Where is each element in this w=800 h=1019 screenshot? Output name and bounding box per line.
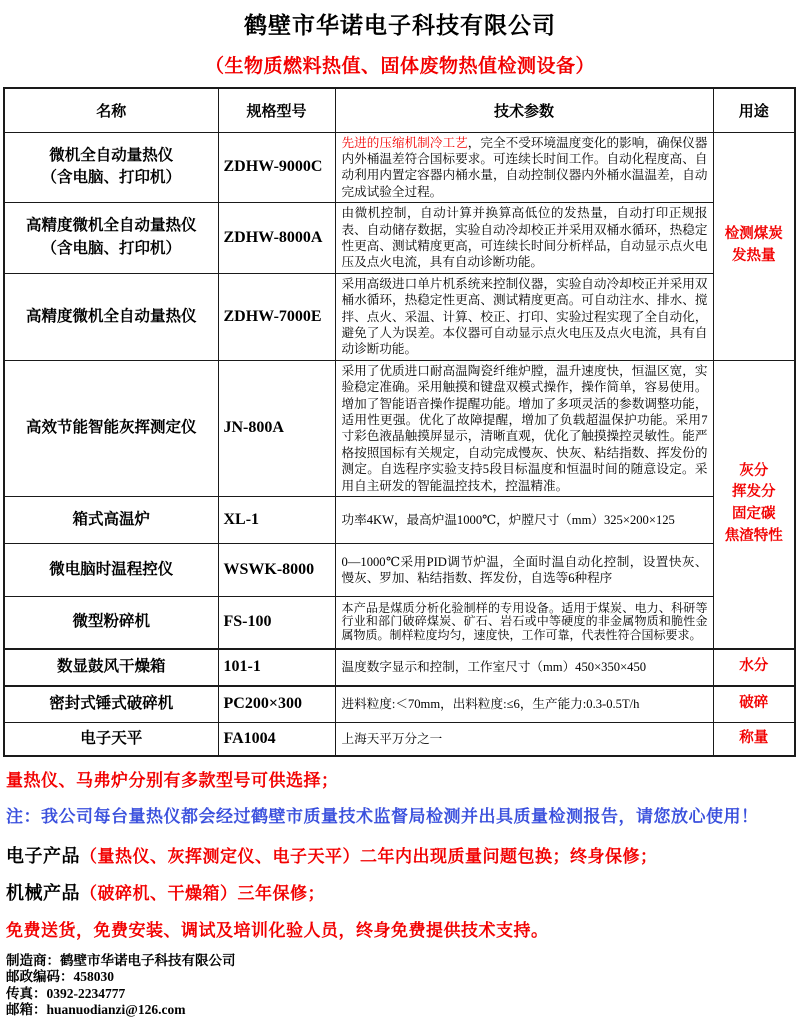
- table-row: [4, 649, 795, 686]
- product-name: 高效节能智能灰挥测定仪: [25, 419, 197, 437]
- params-cell: [335, 497, 713, 544]
- table-row: [4, 723, 795, 756]
- contact-section: [6, 953, 800, 1019]
- column-header-usage: 用途: [713, 88, 795, 132]
- product-name-line2: （含电脑、打印机）: [41, 169, 181, 187]
- usage-line: 挥发分: [732, 484, 776, 501]
- name-cell: [4, 597, 218, 649]
- name-cell: [4, 723, 218, 756]
- params-text: 0—1000℃采用PID调节炉温，全面时温自动化控制，设置快灰、慢灰、罗加、粘结指数、挥发份，自选等6种程序: [341, 554, 708, 586]
- usage-line: 检测煤炭: [724, 226, 783, 243]
- name-cell: [4, 360, 218, 496]
- model-cell: JN-800A: [218, 360, 335, 496]
- params-cell: [335, 649, 713, 686]
- product-name: 高精度微机全自动量热仪: [25, 217, 197, 235]
- usage-cell-moisture: 水分: [713, 649, 795, 686]
- product-name: 微型粉碎机: [72, 613, 150, 631]
- name-cell: [4, 203, 218, 274]
- name-cell: [4, 649, 218, 686]
- column-header-params: 技术参数: [335, 88, 713, 132]
- product-name: 电子天平: [80, 729, 143, 747]
- product-name: 数显鼓风干燥箱: [56, 657, 166, 675]
- table-row: [4, 360, 795, 496]
- usage-cell-crush: 破碎: [713, 686, 795, 723]
- params-cell: [335, 723, 713, 756]
- params-text: 采用高级进口单片机系统来控制仪器，实验自动冷却校正并采用双桶水循环，热稳定性更高、测试精度更高。可自动注水、排水、搅拌、点火、采温、计算、校正、打印、实验过程实现了全自动化，避免了人为误差。本仪器可自动显示点火电压及点火电流，具有自动诊断功能。: [341, 276, 708, 357]
- table-row: [4, 203, 795, 274]
- params-cell: [335, 686, 713, 723]
- table-header-row: [4, 88, 795, 132]
- usage-cell-weigh: 称量: [713, 723, 795, 756]
- usage-line: 灰分: [739, 462, 769, 479]
- params-text: 功率4KW，最高炉温1000℃，炉膛尺寸（mm）325×200×125: [341, 512, 675, 527]
- usage-line: 发热量: [732, 248, 776, 265]
- params-cell: [335, 273, 713, 360]
- name-cell: [4, 686, 218, 723]
- column-header-name: 名称: [4, 88, 218, 132]
- note-free-service: 免费送货，免费安装、调试及培训化验人员，终身免费提供技术支持。: [6, 920, 549, 940]
- params-cell: [335, 360, 713, 496]
- params-text: 由微机控制，自动计算并换算高低位的发热量，自动打印正规报表、自动储存数据，实验自动冷却校正并采用双桶水循环，热稳定性更高、测试精度更高，可连续长时间分析样品，自动显示点火电压及点火电流，具有自动诊断功能。: [341, 206, 708, 270]
- params-cell: [335, 203, 713, 274]
- params-cell: [335, 132, 713, 203]
- table-row: [4, 686, 795, 723]
- params-text: 上海天平万分之一: [341, 731, 443, 746]
- model-cell: 101-1: [218, 649, 335, 686]
- contact-manufacturer: 制造商：鹤壁市华诺电子科技有限公司: [6, 952, 236, 968]
- contact-fax: 传真：0392-2234777: [6, 985, 126, 1001]
- params-cell: [335, 597, 713, 649]
- params-text: 进料粒度:＜70mm，出料粒度:≤6，生产能力:0.3-0.5T/h: [341, 697, 640, 712]
- table-row: [4, 597, 795, 649]
- product-spec-table: [3, 87, 796, 757]
- params-cell: [335, 544, 713, 597]
- table-row: [4, 132, 795, 203]
- model-cell: ZDHW-9000C: [218, 132, 335, 203]
- notes-section: [6, 766, 800, 941]
- product-name: 密封式锤式破碎机: [49, 695, 174, 713]
- page-subtitle: （生物质燃料热值、固体废物热值检测设备）: [204, 56, 595, 77]
- name-cell: [4, 132, 218, 203]
- product-name-line2: （含电脑、打印机）: [41, 239, 181, 257]
- product-name: 高精度微机全自动量热仪: [25, 307, 197, 325]
- params-text: 采用了优质进口耐高温陶瓷纤维炉膛，温升速度快，恒温区宽，实验稳定准确。采用触摸和键盘双模式操作，操作简单，容易使用。增加了智能语音操作提醒功能。增加了多项灵活的参数调整功能，适用性更强。优化了故障提醒，增加了负载超温保护功能。采用7寸彩色液晶触摸屏显示，清晰直观，优化了触摸操控灵敏性。能严格按照国标有关规定，自动完成慢灰、快灰、粘结指数、挥发份的测定。自选程序实验支持5段目标温度和恒温时间的随意设定。采用自主研发的智能温控技术，控温精准。: [341, 363, 708, 493]
- note-mechanical-prefix: 机械产品: [6, 882, 80, 903]
- usage-cell-ash-volatile: [713, 360, 795, 648]
- name-cell: [4, 497, 218, 544]
- note-electronic-warranty: （量热仪、灰挥测定仪、电子天平）二年内出现质量问题包换；终身保修；: [80, 846, 658, 866]
- page-title: 鹤壁市华诺电子科技有限公司: [244, 13, 556, 38]
- model-cell: PC200×300: [218, 686, 335, 723]
- contact-postcode: 邮政编码：458030: [6, 969, 114, 985]
- model-cell: ZDHW-8000A: [218, 203, 335, 274]
- note-electronic-prefix: 电子产品: [6, 845, 80, 866]
- model-cell: FA1004: [218, 723, 335, 756]
- model-cell: WSWK-8000: [218, 544, 335, 597]
- note-mechanical-warranty: （破碎机、干燥箱）三年保修；: [80, 883, 325, 903]
- name-cell: [4, 544, 218, 597]
- model-cell: FS-100: [218, 597, 335, 649]
- params-text: ，完全不受环境温度变化的影响，确保仪器内外桶温差符合国标要求。可连续长时间工作。自动化程度高、自动利用内置定容器内桶水量，自动控制仪器内外桶水温温差，自动完成试验全过程。: [341, 135, 708, 199]
- usage-line: 焦渣特性: [724, 527, 783, 544]
- product-name: 箱式高温炉: [72, 510, 150, 528]
- note-quality: 注：我公司每台量热仪都会经过鹤壁市质量技术监督局检测并出具质量检测报告，请您放心使用！: [6, 806, 759, 826]
- usage-line: 固定碳: [732, 506, 776, 523]
- note-models-choice: 量热仪、马弗炉分别有多款型号可供选择；: [6, 770, 339, 790]
- table-row: [4, 273, 795, 360]
- usage-cell-coal-heat: [713, 132, 795, 360]
- params-text: 本产品是煤质分析化验制样的专用设备。适用于煤炭、电力、科研等行业和部门破碎煤炭、矿石、岩石或中等硬度的非金属物质和脆性金属物质。制样粒度均匀，速度快，工作可靠，代表性符合国标要求。: [341, 600, 708, 643]
- table-row: [4, 497, 795, 544]
- params-highlight: 先进的压缩机制冷工艺: [341, 135, 468, 150]
- params-text: 温度数字显示和控制，工作室尺寸（mm）450×350×450: [341, 659, 647, 674]
- model-cell: XL-1: [218, 497, 335, 544]
- name-cell: [4, 273, 218, 360]
- product-name: 微机全自动量热仪: [49, 146, 174, 164]
- model-cell: ZDHW-7000E: [218, 273, 335, 360]
- table-row: [4, 544, 795, 597]
- product-name: 微电脑时温程控仪: [49, 560, 174, 578]
- contact-email: 邮箱：huanuodianzi@126.com: [6, 1002, 186, 1018]
- column-header-model: 规格型号: [218, 88, 335, 132]
